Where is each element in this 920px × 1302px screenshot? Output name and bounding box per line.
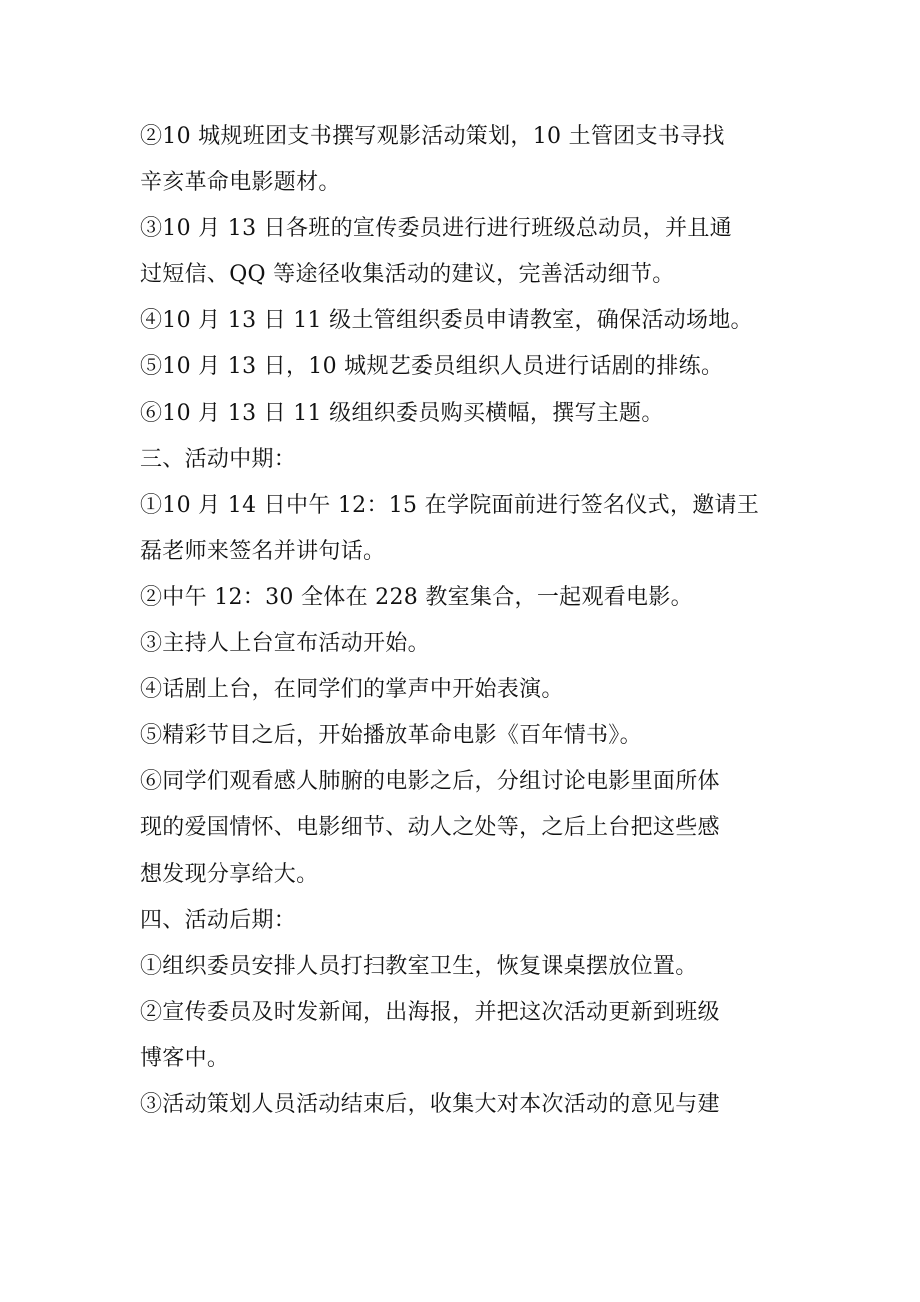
text-line: ④话剧上台，在同学们的掌声中开始表演。: [140, 677, 564, 703]
text-line: 博客中。: [140, 1045, 230, 1071]
text-line: ③10 月 13 日各班的宣传委员进行进行班级总动员，并且通: [140, 216, 732, 242]
text-line: ⑤精彩节目之后，开始播放革命电影《百年情书》。: [140, 723, 642, 749]
text-line: ①10 月 14 日中午 12：15 在学院面前进行签名仪式，邀请王: [140, 492, 760, 518]
section-heading: 四、活动后期：: [140, 907, 297, 933]
text-line: ⑤10 月 13 日，10 城规艺委员组织人员进行话剧的排练。: [140, 354, 724, 380]
text-line: ②10 城规班团支书撰写观影活动策划，10 土管团支书寻找: [140, 124, 725, 149]
document-body: [140, 114, 805, 1128]
text-line: 现的爱国情怀、电影细节、动人之处等，之后上台把这些感: [140, 815, 720, 841]
text-line: ⑥同学们观看感人肺腑的电影之后，分组讨论电影里面所体: [140, 769, 720, 795]
section-heading: 三、活动中期：: [140, 446, 297, 472]
text-line: ③活动策划人员活动结束后，收集大对本次活动的意见与建: [140, 1091, 720, 1117]
text-line: ②中午 12：30 全体在 228 教室集合，一起观看电影。: [140, 584, 693, 610]
text-line: ③主持人上台宣布活动开始。: [140, 631, 430, 657]
text-line: 磊老师来签名并讲句话。: [140, 538, 386, 564]
text-line: ④10 月 13 日 11 级土管组织委员申请教室，确保活动场地。: [140, 308, 753, 334]
text-line: 过短信、QQ 等途径收集活动的建议，完善活动细节。: [140, 262, 675, 288]
text-line: ①组织委员安排人员打扫教室卫生，恢复课桌摆放位置。: [140, 953, 698, 979]
text-line: 想发现分享给大。: [140, 861, 319, 887]
text-line: 辛亥革命电影题材。: [140, 170, 341, 196]
text-line: ⑥10 月 13 日 11 级组织委员购买横幅，撰写主题。: [140, 400, 664, 426]
text-line: ②宣传委员及时发新闻，出海报，并把这次活动更新到班级: [140, 999, 720, 1025]
